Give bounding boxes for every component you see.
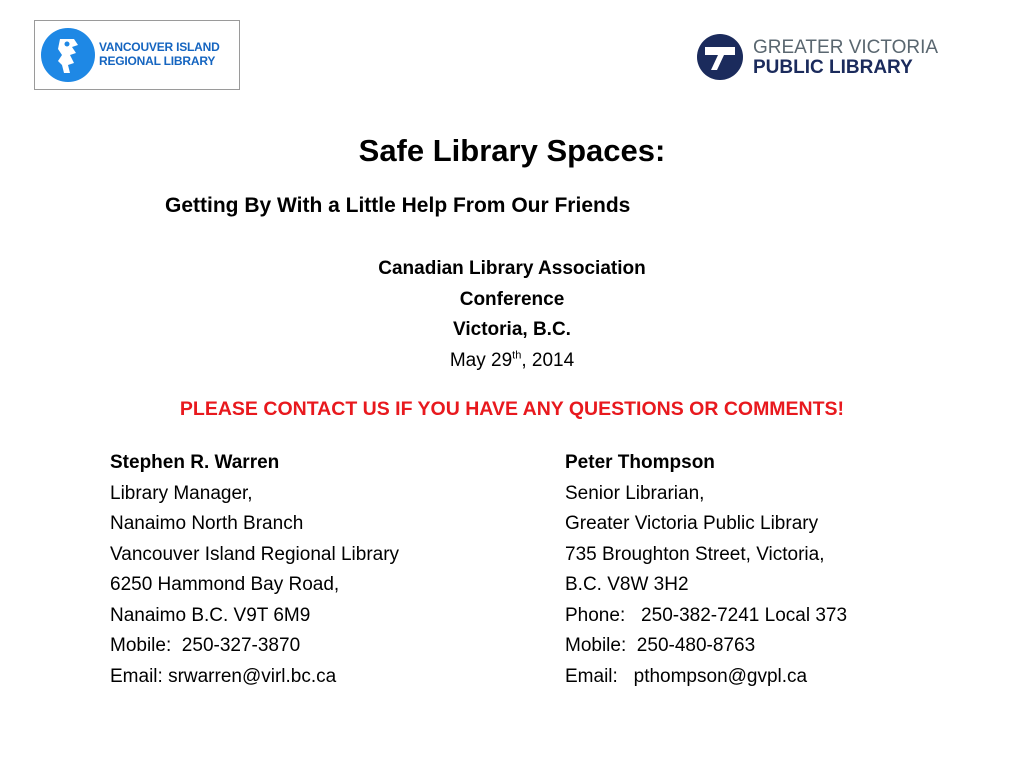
gvpl-emblem-icon bbox=[696, 33, 744, 81]
contact-street: 6250 Hammond Bay Road, bbox=[110, 574, 340, 595]
contact-name: Stephen R. Warren bbox=[110, 452, 280, 473]
conference-date-day: May 29 bbox=[449, 349, 513, 371]
conference-info bbox=[0, 254, 1024, 376]
virl-emblem-icon bbox=[40, 27, 96, 83]
contact-title: Library Manager, bbox=[110, 482, 253, 504]
contact-street: 735 Broughton Street, Victoria, bbox=[565, 543, 825, 565]
virl-logo-line1: VANCOUVER ISLAND bbox=[99, 40, 220, 54]
contact-notice: PLEASE CONTACT US IF YOU HAVE ANY QUESTIONS OR COMMENTS! bbox=[179, 398, 845, 420]
contact-email[interactable]: Email: pthompson@gvpl.ca bbox=[565, 665, 808, 687]
contact-email[interactable]: Email: srwarren@virl.bc.ca bbox=[110, 665, 337, 687]
conference-association: Canadian Library Association bbox=[378, 258, 646, 279]
virl-logo-line2: REGIONAL LIBRARY bbox=[99, 54, 216, 68]
page-title: Safe Library Spaces: bbox=[358, 133, 666, 168]
gvpl-logo-line1: GREATER VICTORIA bbox=[753, 37, 939, 58]
contact-mobile: Mobile: 250-327-3870 bbox=[110, 635, 301, 656]
contact-phone: Phone: 250-382-7241 Local 373 bbox=[565, 604, 848, 626]
contact-organization: Vancouver Island Regional Library bbox=[110, 543, 400, 565]
page-subtitle: Getting By With a Little Help From Our Friends bbox=[165, 194, 631, 217]
contact-mobile: Mobile: 250-480-8763 bbox=[565, 635, 756, 656]
conference-date bbox=[0, 346, 1024, 377]
virl-logo bbox=[34, 20, 240, 90]
contact-branch: Nanaimo North Branch bbox=[110, 513, 304, 534]
gvpl-logo-line2: PUBLIC LIBRARY bbox=[753, 57, 913, 78]
contact-city: Nanaimo B.C. V9T 6M9 bbox=[110, 604, 311, 626]
gvpl-logo bbox=[696, 33, 956, 85]
conference-label: Conference bbox=[459, 288, 565, 310]
conference-date-year: , 2014 bbox=[521, 349, 575, 371]
conference-date-suffix: th bbox=[512, 349, 522, 362]
contact-name: Peter Thompson bbox=[565, 452, 715, 473]
contact-title: Senior Librarian, bbox=[565, 482, 705, 504]
contact-organization: Greater Victoria Public Library bbox=[565, 513, 819, 534]
contact-city: B.C. V8W 3H2 bbox=[565, 574, 689, 595]
contact-card-thompson bbox=[565, 448, 847, 692]
contact-card-warren bbox=[110, 448, 399, 692]
conference-location: Victoria, B.C. bbox=[453, 319, 571, 340]
